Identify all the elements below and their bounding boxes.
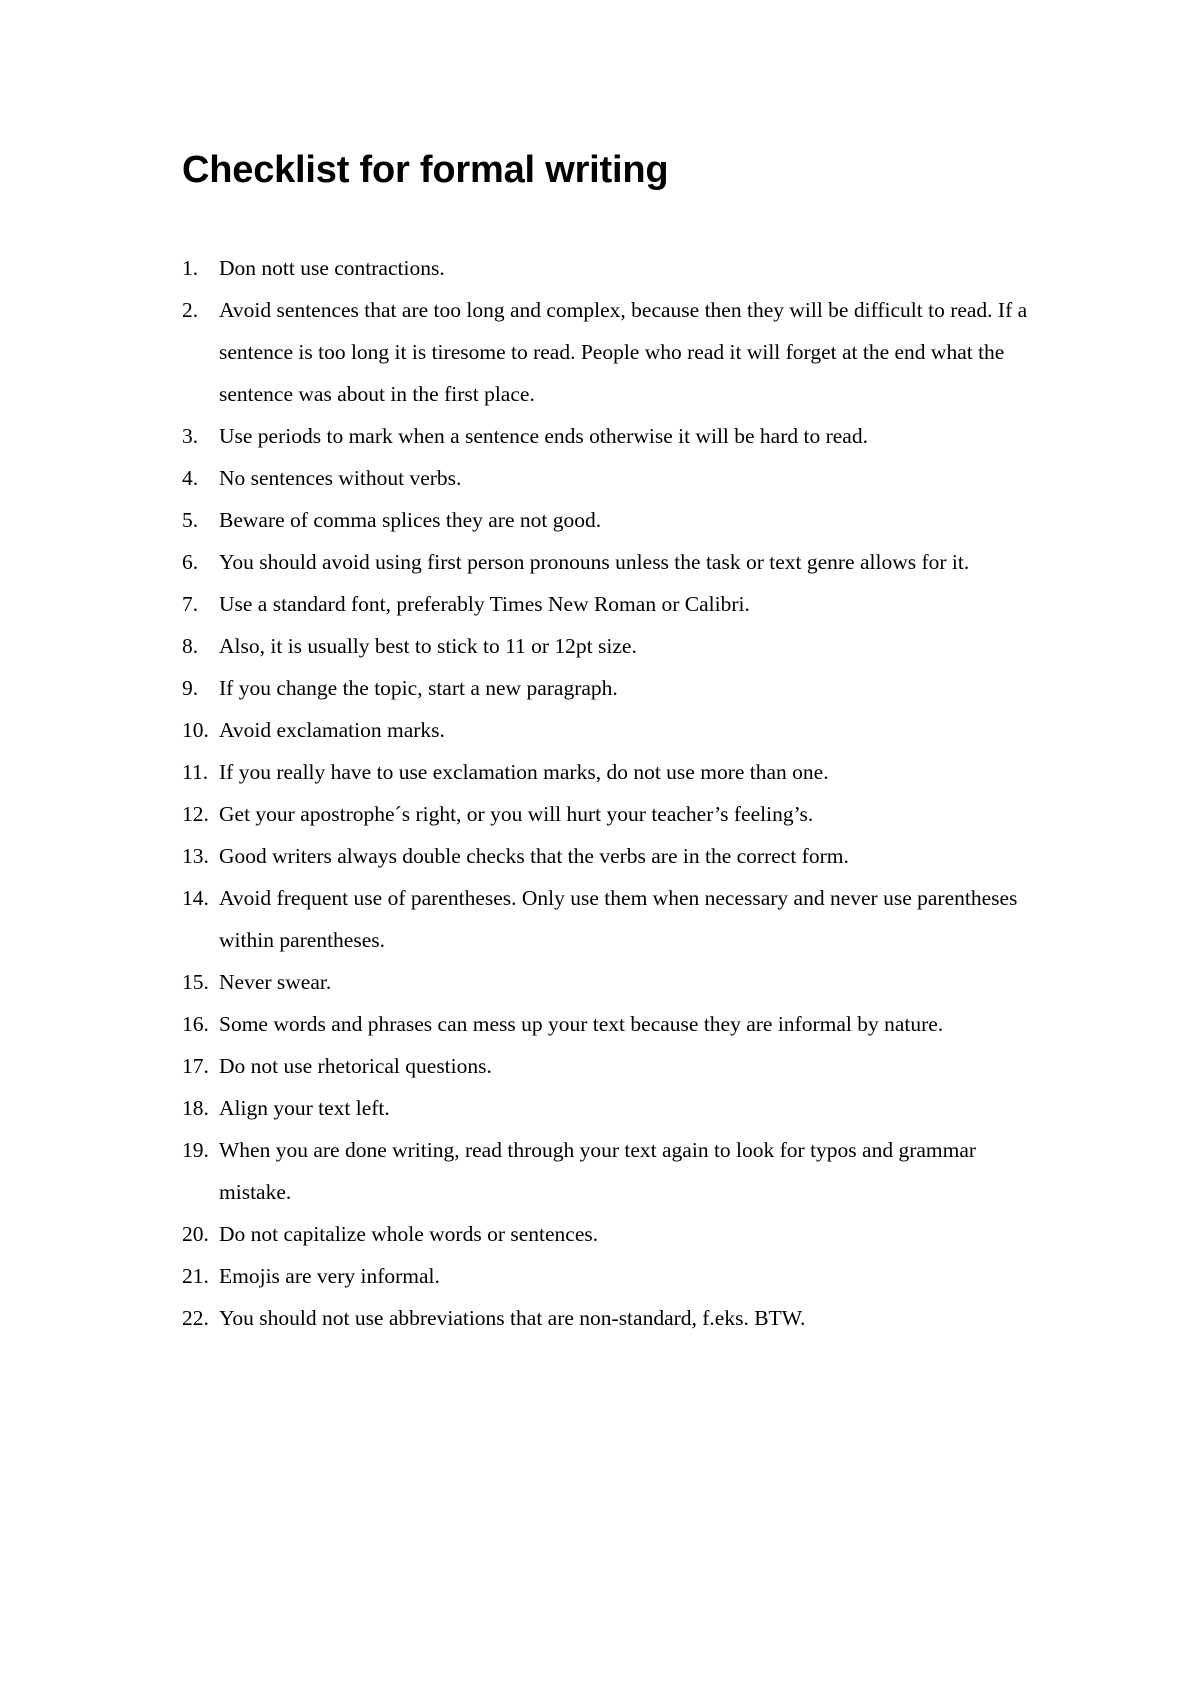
item-text: If you really have to use exclamation marks, do not use more than one.: [219, 760, 829, 784]
item-number: 16.: [182, 1012, 209, 1036]
list-item: [182, 1045, 1052, 1087]
item-text: Avoid exclamation marks.: [219, 718, 445, 742]
list-item: [182, 877, 1052, 961]
list-item: [182, 1255, 1052, 1297]
item-text: Avoid sentences that are too long and complex, because then they will be difficult to read. If a sentence is too long it is tiresome to read. People who read it will forget at the end what the sentence was about in the first place.: [219, 298, 1028, 406]
item-text: Also, it is usually best to stick to 11 or 12pt size.: [219, 634, 637, 658]
item-text: If you change the topic, start a new paragraph.: [219, 676, 618, 700]
list-item: [182, 457, 1052, 499]
item-number: 21.: [182, 1264, 209, 1288]
list-item: [182, 1003, 1052, 1045]
list-item: [182, 1087, 1052, 1129]
item-number: 12.: [182, 802, 209, 826]
item-number: 17.: [182, 1054, 209, 1078]
item-text: You should avoid using first person pronouns unless the task or text genre allows for it.: [219, 550, 970, 574]
item-text: Get your apostrophe´s right, or you will hurt your teacher’s feeling’s.: [219, 802, 814, 826]
item-text: You should not use abbreviations that are non-standard, f.eks. BTW.: [219, 1306, 806, 1330]
item-text: Some words and phrases can mess up your text because they are informal by nature.: [219, 1012, 944, 1036]
item-number: 13.: [182, 844, 209, 868]
item-text: Never swear.: [219, 970, 332, 994]
item-number: 11.: [182, 760, 209, 784]
list-item: [182, 1297, 1052, 1339]
item-text: Use a standard font, preferably Times New Roman or Calibri.: [219, 592, 750, 616]
list-item: [182, 667, 1052, 709]
item-number: 1.: [182, 256, 199, 280]
item-text: Beware of comma splices they are not good.: [219, 508, 602, 532]
item-number: 20.: [182, 1222, 209, 1246]
list-item: [182, 709, 1052, 751]
item-text: No sentences without verbs.: [219, 466, 462, 490]
list-item: [182, 625, 1052, 667]
item-text: Do not use rhetorical questions.: [219, 1054, 492, 1078]
item-text: Do not capitalize whole words or sentences.: [219, 1222, 599, 1246]
list-item: [182, 415, 1052, 457]
item-number: 19.: [182, 1138, 209, 1162]
item-number: 6.: [182, 550, 199, 574]
checklist: [182, 247, 1052, 1339]
item-number: 15.: [182, 970, 209, 994]
item-number: 22.: [182, 1306, 209, 1330]
list-item: [182, 541, 1052, 583]
item-number: 14.: [182, 886, 209, 910]
item-number: 10.: [182, 718, 209, 742]
list-item: [182, 289, 1052, 415]
list-item: [182, 835, 1052, 877]
list-item: [182, 583, 1052, 625]
list-item: [182, 751, 1052, 793]
item-number: 8.: [182, 634, 199, 658]
item-number: 18.: [182, 1096, 209, 1120]
list-item: [182, 499, 1052, 541]
item-text: Align your text left.: [219, 1096, 390, 1120]
item-text: Don nott use contractions.: [219, 256, 445, 280]
item-text: When you are done writing, read through your text again to look for typos and grammar mistake.: [219, 1138, 977, 1204]
item-text: Use periods to mark when a sentence ends otherwise it will be hard to read.: [219, 424, 868, 448]
item-number: 9.: [182, 676, 199, 700]
item-number: 5.: [182, 508, 199, 532]
page-title: Checklist for formal writing: [182, 149, 669, 191]
list-item: [182, 961, 1052, 1003]
list-item: [182, 247, 1052, 289]
list-item: [182, 1213, 1052, 1255]
item-text: Avoid frequent use of parentheses. Only use them when necessary and never use parentheses within parentheses.: [219, 886, 1018, 952]
item-text: Good writers always double checks that the verbs are in the correct form.: [219, 844, 849, 868]
list-item: [182, 793, 1052, 835]
item-number: 3.: [182, 424, 199, 448]
item-number: 2.: [182, 298, 199, 322]
item-number: 7.: [182, 592, 199, 616]
item-text: Emojis are very informal.: [219, 1264, 440, 1288]
list-item: [182, 1129, 1052, 1213]
item-number: 4.: [182, 466, 199, 490]
